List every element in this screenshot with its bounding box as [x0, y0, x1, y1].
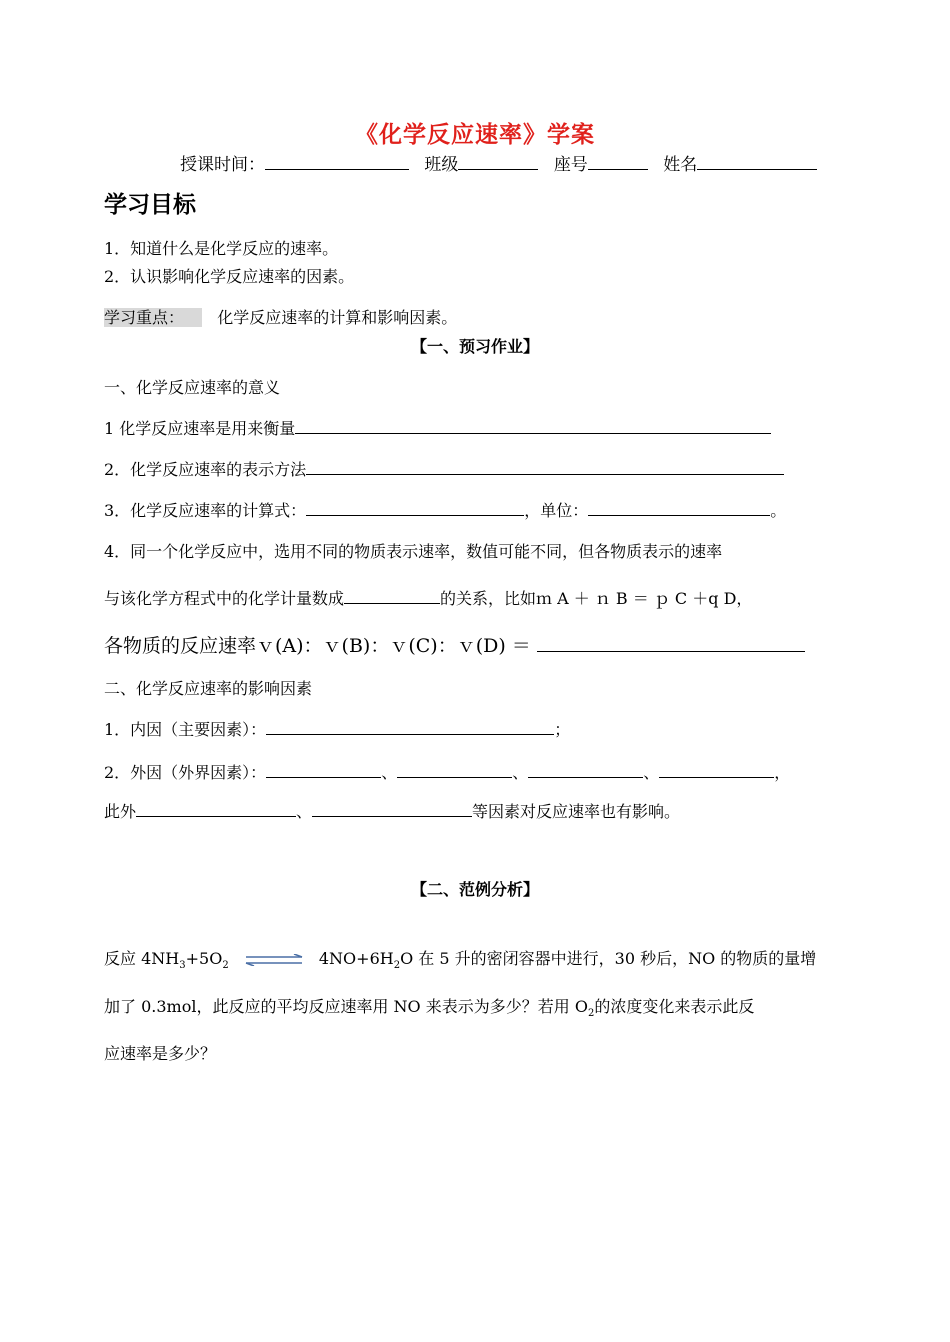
factor-2-text: 2．外因（外界因素）：: [104, 763, 267, 782]
example-text: 反应 4NH: [104, 949, 180, 968]
header-info: [180, 150, 827, 175]
time-field[interactable]: [265, 153, 409, 170]
subscript: 3: [179, 960, 186, 972]
separator: 、: [512, 763, 529, 782]
answer-blank[interactable]: [266, 762, 381, 778]
key-points-text: 化学反应速率的计算和影响因素。: [217, 308, 458, 327]
section1-heading: 【一、预习作业】: [410, 337, 539, 356]
subscript: 2: [222, 960, 229, 972]
example-line-1: [104, 946, 816, 971]
equilibrium-arrow-icon: [244, 954, 304, 966]
equation-text: 的关系，比如ｍ A ＋ ｎ B ＝ ｐ C ＋q D，: [440, 589, 753, 608]
rate-ratio-text: 各物质的反应速率ｖ(A)：ｖ(B)：ｖ(C)：ｖ(D) ＝: [104, 635, 531, 657]
objective-item-2: 2．认识影响化学反应速率的因素。: [104, 267, 355, 286]
subscript: 2: [393, 960, 401, 972]
factor-1-text: 1．内因（主要因素）：: [104, 720, 267, 739]
question-3-text: 3．化学反应速率的计算式：: [104, 501, 307, 520]
page-title: 《化学反应速率》学案: [355, 122, 595, 148]
answer-blank[interactable]: [306, 500, 524, 516]
answer-blank[interactable]: [344, 588, 440, 604]
part1-title: 一、化学反应速率的意义: [104, 378, 281, 397]
factor-2: [104, 760, 790, 783]
comma: ，: [774, 763, 791, 782]
name-label: 姓名: [663, 155, 698, 175]
class-label: 班级: [424, 155, 459, 175]
answer-blank[interactable]: [266, 719, 554, 735]
example-line-2: [104, 994, 754, 1019]
factor-3-text: 此外: [104, 802, 137, 821]
example-text: +5O: [185, 949, 223, 968]
question-2: [104, 457, 784, 480]
seat-label: 座号: [553, 155, 588, 175]
key-points-label: 学习重点：: [104, 308, 202, 327]
name-field[interactable]: [697, 153, 817, 170]
answer-blank[interactable]: [397, 762, 512, 778]
example-text: O 在 5 升的密闭容器中进行，30 秒后，NO 的物质的量增: [400, 949, 817, 968]
question-4-line-1: 4．同一个化学反应中，选用不同的物质表示速率，数值可能不同，但各物质表示的速率: [104, 542, 723, 561]
question-2-text: 2．化学反应速率的表示方法: [104, 460, 307, 479]
subscript: 2: [587, 1008, 595, 1020]
answer-blank[interactable]: [528, 762, 643, 778]
separator: 、: [381, 763, 398, 782]
question-1: [104, 416, 771, 439]
answer-blank[interactable]: [537, 636, 805, 652]
objective-item-1: 1．知道什么是化学反应的速率。: [104, 239, 339, 258]
question-3: [104, 498, 786, 521]
separator: 、: [643, 763, 660, 782]
example-line-3: 应速率是多少？: [104, 1044, 217, 1063]
example-text: 加了 0.3mol，此反应的平均反应速率用 NO 来表示为多少？若用 O: [104, 997, 588, 1016]
answer-blank[interactable]: [306, 459, 784, 475]
question-4-text: 与该化学方程式中的化学计量数成: [104, 589, 345, 608]
time-label: 授课时间：: [180, 155, 265, 175]
answer-blank[interactable]: [659, 762, 774, 778]
question-1-text: 1 化学反应速率是用来衡量: [104, 419, 296, 438]
section2-heading: 【二、范例分析】: [410, 880, 539, 899]
answer-blank[interactable]: [136, 801, 296, 817]
factor-3-tail: 等因素对反应速率也有影响。: [472, 802, 681, 821]
answer-blank[interactable]: [312, 801, 472, 817]
example-text: 的浓度变化来表示此反: [594, 997, 755, 1016]
period: 。: [770, 501, 787, 520]
factor-3: [104, 799, 680, 822]
question-4-line-2: [104, 586, 752, 609]
class-field[interactable]: [458, 153, 538, 170]
answer-blank[interactable]: [588, 500, 770, 516]
semicolon: ；: [554, 720, 571, 739]
separator: 、: [296, 802, 313, 821]
question-4-line-3: [104, 631, 805, 658]
answer-blank[interactable]: [295, 418, 771, 434]
objectives-heading: 学习目标: [104, 192, 196, 218]
part2-title: 二、化学反应速率的影响因素: [104, 679, 313, 698]
seat-field[interactable]: [588, 153, 648, 170]
unit-label: ，单位：: [524, 501, 589, 520]
key-points: [104, 305, 457, 328]
factor-1: [104, 717, 570, 740]
example-text: 4NO+6H: [318, 949, 394, 968]
